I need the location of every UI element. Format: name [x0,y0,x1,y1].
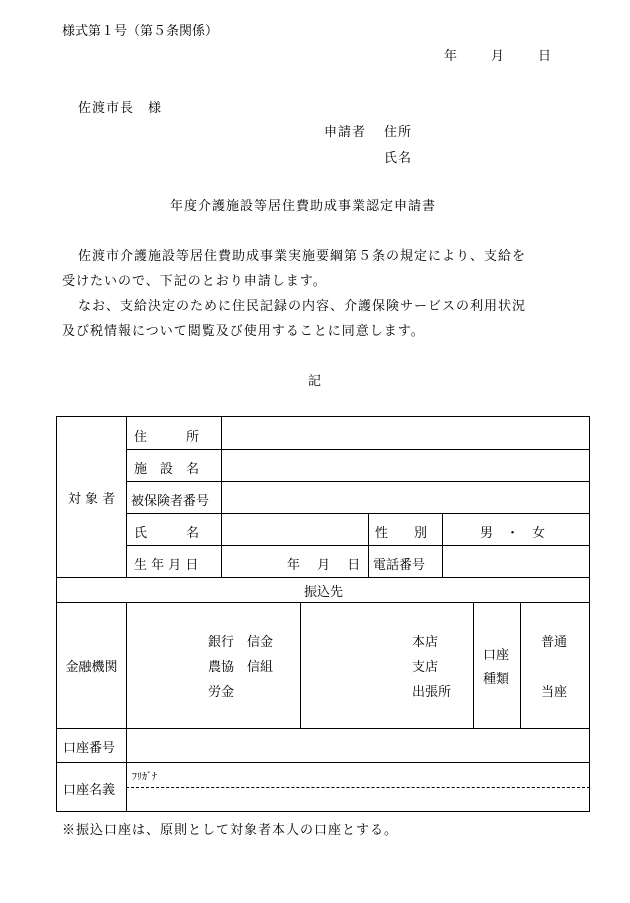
account-name-label: 口座名義 [63,783,116,798]
address-field[interactable] [222,418,590,449]
account-type-label-2: 種類 [483,672,510,687]
applicant-name-label: 氏名 [384,151,413,166]
address-label: 住 所 [134,430,200,445]
date-year-label: 年 [444,49,458,64]
branch-type-branch[interactable]: 支店 [412,660,439,675]
account-number-field[interactable] [127,729,590,762]
bank-type-row-1[interactable]: 銀行 信金 [208,635,274,650]
body-line-2: 受けたいので、下記のとおり申請します。 [62,274,327,289]
name-label: 氏 名 [134,526,200,541]
col-divider [300,602,301,728]
body-line-1: 佐渡市介護施設等居住費助成事業実施要綱第５条の規定により、支給を [78,249,527,264]
form-number: 様式第１号（第５条関係） [62,24,219,39]
col-divider [473,602,474,728]
target-person-label-cell [57,417,126,577]
account-kind-checking[interactable]: 当座 [541,685,568,700]
target-person-label: 対 象 者 [67,491,116,507]
institution-label-cell [57,603,126,728]
account-number-label: 口座番号 [63,741,116,756]
applicant-label: 申請者 [324,125,367,140]
transfer-note: ※振込口座は、原則として対象者本人の口座とする。 [62,823,399,838]
date-day-label: 日 [538,49,552,64]
name-field[interactable] [222,514,368,545]
branch-type-office[interactable]: 出張所 [412,685,452,700]
bank-type-row-3[interactable]: 労金 [208,685,235,700]
phone-label: 電話番号 [373,558,426,573]
col-divider [126,417,127,577]
col-divider [368,513,369,577]
facility-field[interactable] [222,450,590,481]
bank-type-row-2[interactable]: 農協 信組 [208,660,274,675]
applicant-address-label: 住所 [384,125,413,140]
row-divider [57,602,590,603]
dob-ymd-field[interactable]: 年 月 日 [287,558,361,573]
account-name-field[interactable] [127,788,590,812]
institution-label: 金融機関 [65,660,118,675]
facility-label: 施 設 名 [134,462,200,477]
gender-label: 性 別 [375,526,428,541]
phone-field[interactable] [443,546,590,577]
account-type-label-1: 口座 [483,648,510,663]
application-table [56,416,590,812]
furigana-label: ﾌﾘｶﾞﾅ [132,772,157,783]
dob-label: 生 年 月 日 [134,558,199,573]
branch-type-main[interactable]: 本店 [412,635,439,650]
document-title: 年度介護施設等居住費助成事業認定申請書 [170,199,437,214]
row-divider [57,762,590,763]
body-line-3: なお、支給決定のために住民記録の内容、介護保険サービスの利用状況 [78,299,527,314]
transfer-header-cell [57,578,590,602]
account-kind-ordinary[interactable]: 普通 [541,635,568,650]
col-divider [520,602,521,728]
date-month-label: 月 [491,49,505,64]
ki-mark: 記 [308,374,322,389]
addressee: 佐渡市長 様 [78,101,163,116]
transfer-header: 振込先 [303,584,343,600]
col-divider [126,602,127,812]
insured-number-label: 被保険者番号 [131,494,210,509]
gender-options[interactable]: 男 ・ 女 [480,526,546,541]
insured-number-field[interactable] [222,482,590,513]
body-line-4: 及び税情報について閲覧及び使用することに同意します。 [62,324,425,339]
